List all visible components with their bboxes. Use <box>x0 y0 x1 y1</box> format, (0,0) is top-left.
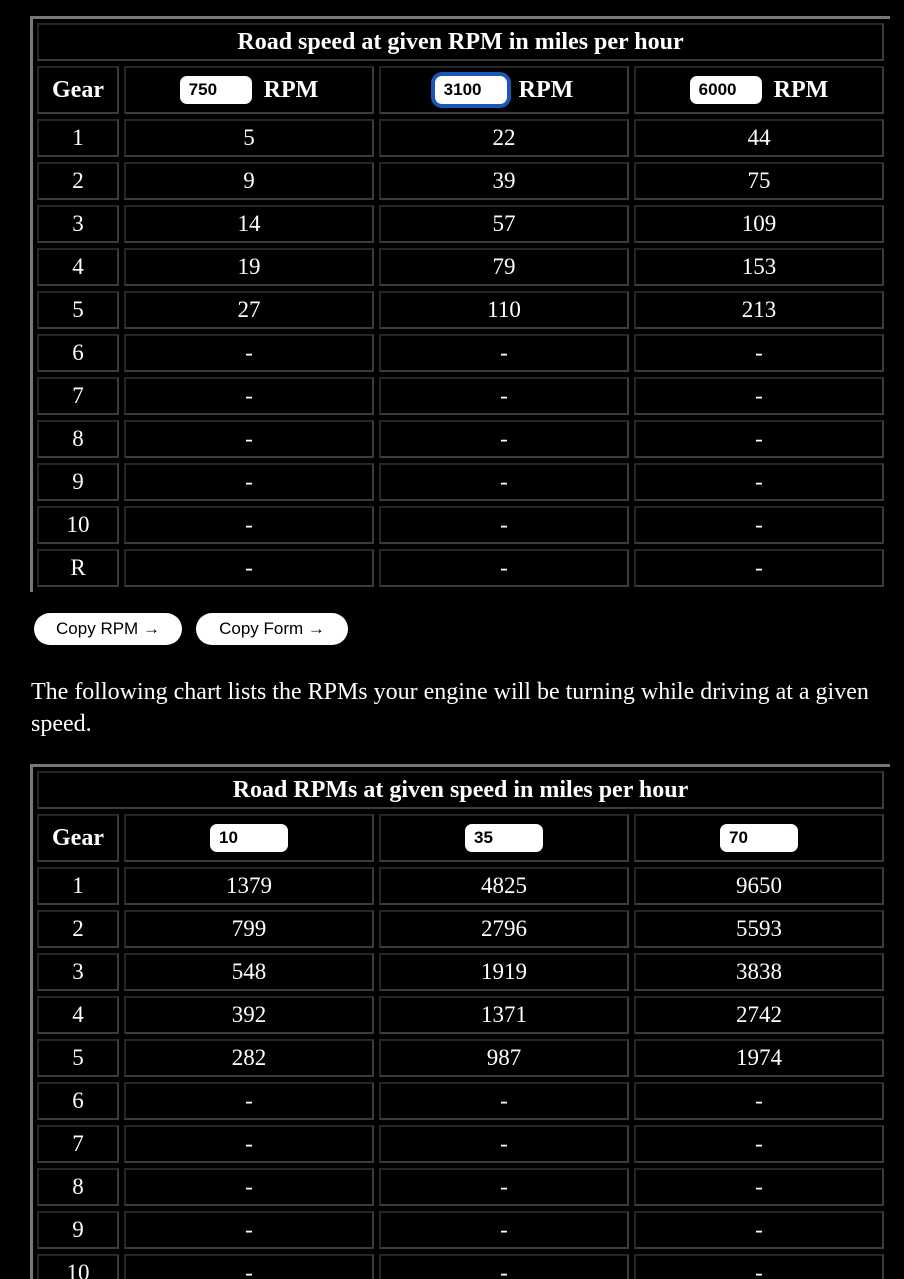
value-cell: - <box>634 1254 884 1279</box>
table-row <box>37 1082 884 1120</box>
value-cell: 9650 <box>634 867 884 905</box>
value-cell: 110 <box>379 291 629 329</box>
value-cell: - <box>634 377 884 415</box>
value-cell: - <box>124 1211 374 1249</box>
value-cell: - <box>379 1211 629 1249</box>
value-cell: - <box>379 1254 629 1279</box>
gear-cell: 4 <box>37 248 119 286</box>
value-cell: - <box>124 1082 374 1120</box>
table-row <box>37 953 884 991</box>
rpm-label: RPM <box>263 76 319 103</box>
table-row <box>37 162 884 200</box>
value-cell: - <box>634 420 884 458</box>
value-cell: - <box>124 549 374 587</box>
value-cell: 75 <box>634 162 884 200</box>
table-row <box>37 334 884 372</box>
gear-cell: 7 <box>37 377 119 415</box>
value-cell: 79 <box>379 248 629 286</box>
table-row <box>37 996 884 1034</box>
gear-cell: 10 <box>37 506 119 544</box>
gear-header: Gear <box>37 66 119 114</box>
value-cell: 153 <box>634 248 884 286</box>
value-cell: 109 <box>634 205 884 243</box>
rpm-column-header <box>379 66 629 114</box>
speed-input-2[interactable]: 35 <box>465 824 543 852</box>
gear-cell: 8 <box>37 1168 119 1206</box>
table-row <box>37 1211 884 1249</box>
table-row <box>37 506 884 544</box>
value-cell: - <box>634 463 884 501</box>
value-cell: - <box>634 1125 884 1163</box>
gear-cell: 5 <box>37 291 119 329</box>
value-cell: - <box>379 1082 629 1120</box>
rpm-label: RPM <box>773 76 829 103</box>
value-cell: 1974 <box>634 1039 884 1077</box>
gear-cell: 6 <box>37 1082 119 1120</box>
value-cell: - <box>124 463 374 501</box>
value-cell: 1379 <box>124 867 374 905</box>
value-cell: - <box>379 1168 629 1206</box>
table-row <box>37 377 884 415</box>
speed-input-1[interactable]: 10 <box>210 824 288 852</box>
value-cell: - <box>634 1211 884 1249</box>
value-cell: - <box>124 1254 374 1279</box>
value-cell: - <box>124 377 374 415</box>
value-cell: - <box>634 1082 884 1120</box>
speed-table-container <box>30 16 890 592</box>
value-cell: 987 <box>379 1039 629 1077</box>
value-cell: 5593 <box>634 910 884 948</box>
value-cell: 1371 <box>379 996 629 1034</box>
gear-cell: 4 <box>37 996 119 1034</box>
value-cell: 282 <box>124 1039 374 1077</box>
gear-cell: 2 <box>37 162 119 200</box>
value-cell: 3838 <box>634 953 884 991</box>
speed-column-header <box>634 814 884 862</box>
value-cell: 19 <box>124 248 374 286</box>
table-row <box>37 867 884 905</box>
value-cell: 9 <box>124 162 374 200</box>
value-cell: - <box>124 334 374 372</box>
table-row <box>37 1125 884 1163</box>
value-cell: - <box>379 1125 629 1163</box>
value-cell: - <box>634 549 884 587</box>
gear-cell: R <box>37 549 119 587</box>
table-row <box>37 205 884 243</box>
rpm-input-1[interactable]: 750 <box>180 76 252 104</box>
value-cell: 39 <box>379 162 629 200</box>
gear-cell: 10 <box>37 1254 119 1279</box>
value-cell: - <box>379 377 629 415</box>
gear-cell: 9 <box>37 1211 119 1249</box>
speed-table-title: Road speed at given RPM in miles per hour <box>37 23 884 61</box>
rpm-input-3[interactable]: 6000 <box>690 76 762 104</box>
value-cell: - <box>124 506 374 544</box>
rpm-column-header <box>124 66 374 114</box>
gear-cell: 5 <box>37 1039 119 1077</box>
value-cell: 548 <box>124 953 374 991</box>
rpm-label: RPM <box>518 76 574 103</box>
value-cell: - <box>379 549 629 587</box>
value-cell: - <box>634 334 884 372</box>
gear-header: Gear <box>37 814 119 862</box>
gear-cell: 3 <box>37 953 119 991</box>
value-cell: 22 <box>379 119 629 157</box>
value-cell: 44 <box>634 119 884 157</box>
table-row <box>37 119 884 157</box>
rpm-input-2[interactable]: 3100 <box>435 76 507 104</box>
table-row <box>37 1168 884 1206</box>
value-cell: - <box>124 1168 374 1206</box>
value-cell: 27 <box>124 291 374 329</box>
value-cell: 5 <box>124 119 374 157</box>
value-cell: - <box>379 506 629 544</box>
gear-cell: 1 <box>37 867 119 905</box>
value-cell: - <box>634 506 884 544</box>
table-row <box>37 420 884 458</box>
value-cell: - <box>124 1125 374 1163</box>
table-row <box>37 1039 884 1077</box>
copy-form-button[interactable]: Copy Form → <box>196 613 348 645</box>
gear-cell: 3 <box>37 205 119 243</box>
table-row <box>37 291 884 329</box>
gear-cell: 6 <box>37 334 119 372</box>
gear-cell: 1 <box>37 119 119 157</box>
rpm-table-container <box>30 764 890 1279</box>
table-row <box>37 248 884 286</box>
value-cell: 2796 <box>379 910 629 948</box>
speed-column-header <box>379 814 629 862</box>
speed-table <box>32 18 889 592</box>
table-row <box>37 910 884 948</box>
value-cell: - <box>634 1168 884 1206</box>
speed-column-header <box>124 814 374 862</box>
table-row <box>37 1254 884 1279</box>
description-paragraph: The following chart lists the RPMs your engine will be turning while driving at a given speed. <box>31 679 869 737</box>
value-cell: - <box>379 334 629 372</box>
table-row <box>37 463 884 501</box>
value-cell: - <box>379 420 629 458</box>
gear-cell: 9 <box>37 463 119 501</box>
value-cell: 57 <box>379 205 629 243</box>
value-cell: 392 <box>124 996 374 1034</box>
speed-input-3[interactable]: 70 <box>720 824 798 852</box>
rpm-table <box>32 766 889 1279</box>
value-cell: - <box>124 420 374 458</box>
gear-cell: 2 <box>37 910 119 948</box>
gear-cell: 8 <box>37 420 119 458</box>
gear-cell: 7 <box>37 1125 119 1163</box>
rpm-table-title: Road RPMs at given speed in miles per hour <box>37 771 884 809</box>
rpm-column-header <box>634 66 884 114</box>
value-cell: 2742 <box>634 996 884 1034</box>
value-cell: 14 <box>124 205 374 243</box>
copy-rpm-button[interactable]: Copy RPM → <box>34 613 182 645</box>
table-row <box>37 549 884 587</box>
value-cell: 4825 <box>379 867 629 905</box>
value-cell: - <box>379 463 629 501</box>
value-cell: 1919 <box>379 953 629 991</box>
value-cell: 213 <box>634 291 884 329</box>
value-cell: 799 <box>124 910 374 948</box>
